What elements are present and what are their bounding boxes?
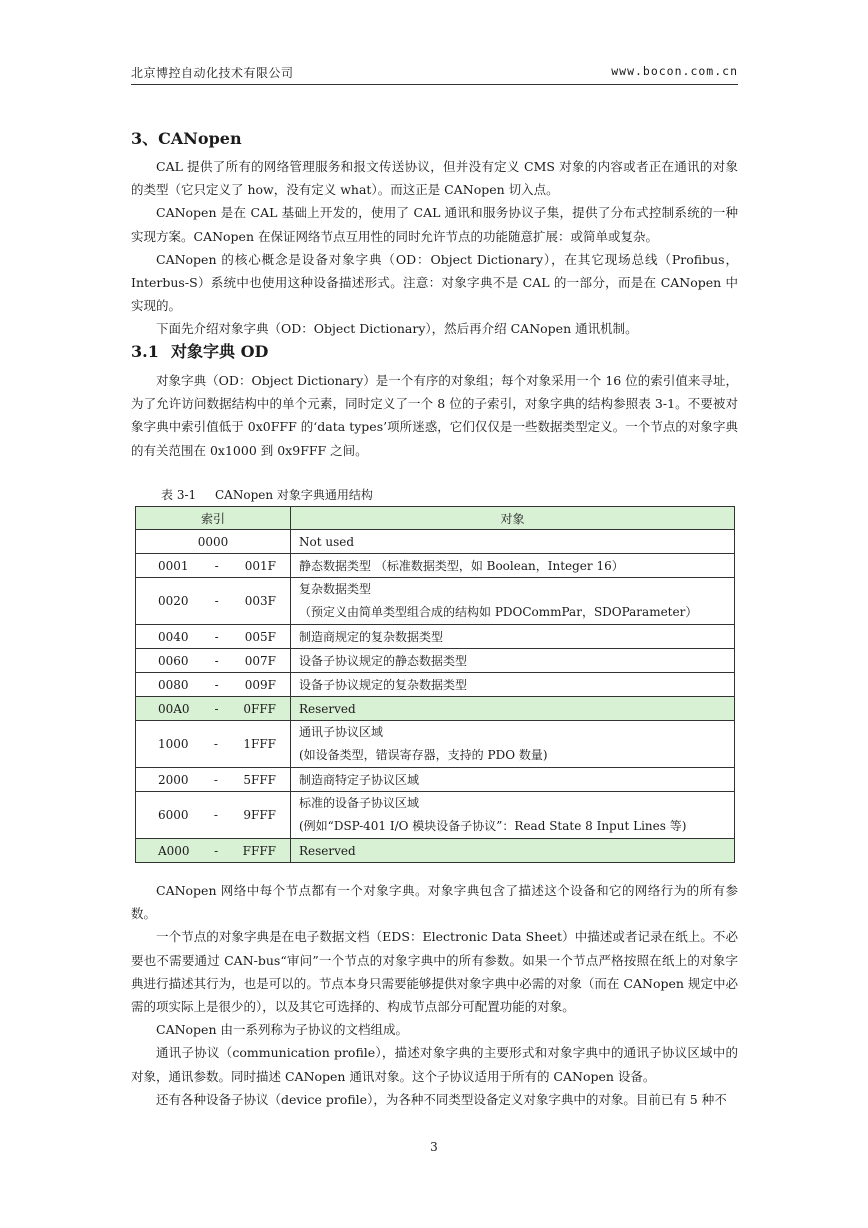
index-end: 003F	[244, 594, 276, 608]
index-start: 0060	[158, 653, 189, 668]
index-sep: -	[214, 701, 219, 716]
section-3-body	[131, 155, 738, 341]
table-body	[136, 530, 735, 863]
index-start: 0040	[158, 629, 189, 644]
section-3-heading: 3、CANopen	[131, 129, 242, 148]
index-cell	[136, 673, 291, 697]
index-sep: -	[214, 594, 219, 608]
index-cell	[136, 530, 291, 554]
object-description-line: 制造商规定的复杂数据类型	[299, 630, 444, 644]
table-row	[136, 792, 735, 839]
paragraph: 一个节点的对象字典是在电子数据文档（EDS：Electronic Data Sheet）中描述或者记录在纸上。不必要也不需要通过 CAN-bus“审问”一个节点的对象字典中的所有参数。如果一个节点严格按照在纸上的对象字典进行描述其行为，也是可以的。节点本身只需要能够提供对象字典中必需的对象（而在 CANopen 规定中必需的项实际上是很少的），以及其它可选择的、构成节点部分可配置功能的对象。	[131, 929, 738, 1015]
index-cell	[136, 554, 291, 578]
object-cell	[291, 839, 735, 863]
index-sep: -	[213, 772, 218, 787]
paragraph: CANopen 网络中每个节点都有一个对象字典。对象字典包含了描述这个设备和它的网络行为的所有参数。	[131, 883, 738, 922]
paragraph: CANopen 是在 CAL 基础上开发的，使用了 CAL 通讯和服务协议子集，提供了分布式控制系统的一种实现方案。CANopen 在保证网络节点互用性的同时允许节点的功能随意扩展：或简单或复杂。	[131, 205, 738, 244]
index-end: 001F	[244, 558, 276, 573]
object-cell	[291, 649, 735, 673]
index-start: 1000	[158, 737, 189, 751]
index-end: FFFF	[242, 843, 276, 858]
index-sep: -	[214, 558, 219, 573]
object-dictionary-table	[135, 506, 735, 863]
index-end: 5FFF	[243, 772, 276, 787]
object-description-line: 复杂数据类型	[299, 582, 372, 596]
object-description-line: (如设备类型，错误寄存器，支持的 PDO 数量)	[299, 748, 548, 762]
index-value: 0000	[197, 534, 229, 549]
index-start: 00A0	[158, 701, 190, 716]
index-cell	[136, 768, 291, 792]
page-number: 3	[430, 1140, 438, 1154]
index-cell	[136, 649, 291, 673]
index-start: 6000	[158, 808, 189, 822]
object-description-line: 设备子协议规定的静态数据类型	[299, 654, 468, 668]
index-start: 2000	[158, 772, 189, 787]
table-number: 表 3-1	[161, 488, 197, 502]
index-column-header: 索引	[136, 507, 291, 530]
section-title: 对象字典 OD	[171, 342, 269, 361]
index-cell	[136, 839, 291, 863]
page-header	[131, 64, 738, 85]
table-row	[136, 649, 735, 673]
table-header-row	[136, 507, 735, 530]
index-end: 009F	[244, 677, 276, 692]
index-sep: -	[213, 808, 218, 822]
object-description-line: (例如“DSP-401 I/O 模块设备子协议”：Read State 8 Input Lines 等)	[299, 819, 687, 833]
paragraph: CANopen 由一系列称为子协议的文档组成。	[156, 1022, 408, 1038]
section-3-1-body	[131, 369, 738, 462]
index-cell	[136, 578, 291, 625]
object-cell	[291, 792, 735, 839]
object-cell	[291, 530, 735, 554]
table-row	[136, 625, 735, 649]
object-column-header: 对象	[291, 507, 735, 530]
object-cell	[291, 697, 735, 721]
index-cell	[136, 792, 291, 839]
object-description-line: Reserved	[299, 701, 356, 716]
section-number: 3.1	[131, 342, 159, 361]
paragraph: CAL 提供了所有的网络管理服务和报文传送协议，但并没有定义 CMS 对象的内容或者正在通讯的对象的类型（它只定义了 how，没有定义 what）。而这正是 CANopen 切入点。	[131, 159, 738, 198]
table-title: CANopen 对象字典通用结构	[215, 488, 373, 502]
table-row	[136, 721, 735, 768]
index-end: 007F	[244, 653, 276, 668]
index-cell	[136, 697, 291, 721]
index-start: 0080	[158, 677, 189, 692]
index-cell	[136, 721, 291, 768]
object-cell	[291, 768, 735, 792]
object-cell	[291, 625, 735, 649]
index-end: 9FFF	[243, 808, 276, 822]
company-name: 北京博控自动化技术有限公司	[131, 66, 294, 80]
index-sep: -	[213, 737, 218, 751]
website-url: www.bocon.com.cn	[611, 64, 738, 78]
paragraph: 通讯子协议（communication profile），描述对象字典的主要形式和对象字典中的通讯子协议区域中的对象，通讯参数。同时描述 CANopen 通讯对象。这个子协议适用于所有的 CANopen 设备。	[131, 1045, 738, 1084]
index-start: 0001	[158, 558, 189, 573]
table-caption	[161, 486, 373, 503]
index-end: 005F	[244, 629, 276, 644]
paragraph: 下面先介绍对象字典（OD：Object Dictionary），然后再介绍 CANopen 通讯机制。	[156, 321, 638, 337]
table-row	[136, 697, 735, 721]
paragraph: 还有各种设备子协议（device profile），为各种不同类型设备定义对象字典中的对象。目前已有 5 种不	[156, 1091, 727, 1107]
object-description-line: 静态数据类型 （标准数据类型，如 Boolean，Integer 16）	[299, 559, 624, 573]
table-row	[136, 673, 735, 697]
paragraph: 对象字典（OD：Object Dictionary）是一个有序的对象组；每个对象采用一个 16 位的索引值来寻址，为了允许访问数据结构中的单个元素，同时定义了一个 8 位的子索引，对象字典的结构参照表 3-1。不要被对象字典中索引值低于 0x0FFF 的‘data types’项所迷惑，它们仅仅是一些数据类型定义。一个节点的对象字典的有关范围在 0x1000 到 0x9FFF 之间。	[131, 373, 738, 458]
index-cell	[136, 625, 291, 649]
index-sep: -	[214, 629, 219, 644]
index-end: 1FFF	[243, 737, 276, 751]
index-sep: -	[214, 843, 219, 858]
object-description-line: Reserved	[299, 843, 356, 858]
index-start: 0020	[158, 594, 189, 608]
object-cell	[291, 578, 735, 625]
object-description-line: 设备子协议规定的复杂数据类型	[299, 678, 468, 692]
object-cell	[291, 721, 735, 768]
object-description-line: 制造商特定子协议区域	[299, 773, 420, 787]
object-description-line: Not used	[299, 534, 355, 549]
object-cell	[291, 554, 735, 578]
section-3-1-heading	[131, 339, 268, 362]
object-cell	[291, 673, 735, 697]
table-row	[136, 530, 735, 554]
object-description-line: 通讯子协议区域	[299, 725, 384, 739]
object-description-line: （预定义由简单类型组合成的结构如 PDOCommPar，SDOParameter）	[299, 605, 698, 619]
index-sep: -	[214, 677, 219, 692]
body-after-table	[131, 879, 738, 1111]
table-row	[136, 554, 735, 578]
index-end: 0FFF	[243, 701, 276, 716]
table-row	[136, 768, 735, 792]
index-sep: -	[214, 653, 219, 668]
index-start: A000	[158, 843, 190, 858]
object-description-line: 标准的设备子协议区域	[299, 796, 420, 810]
paragraph: CANopen 的核心概念是设备对象字典（OD：Object Dictionary），在其它现场总线（Profibus，Interbus-S）系统中也使用这种设备描述形式。注意：对象字典不是 CAL 的一部分，而是在 CANopen 中实现的。	[131, 251, 738, 314]
table-row	[136, 839, 735, 863]
table-row	[136, 578, 735, 625]
